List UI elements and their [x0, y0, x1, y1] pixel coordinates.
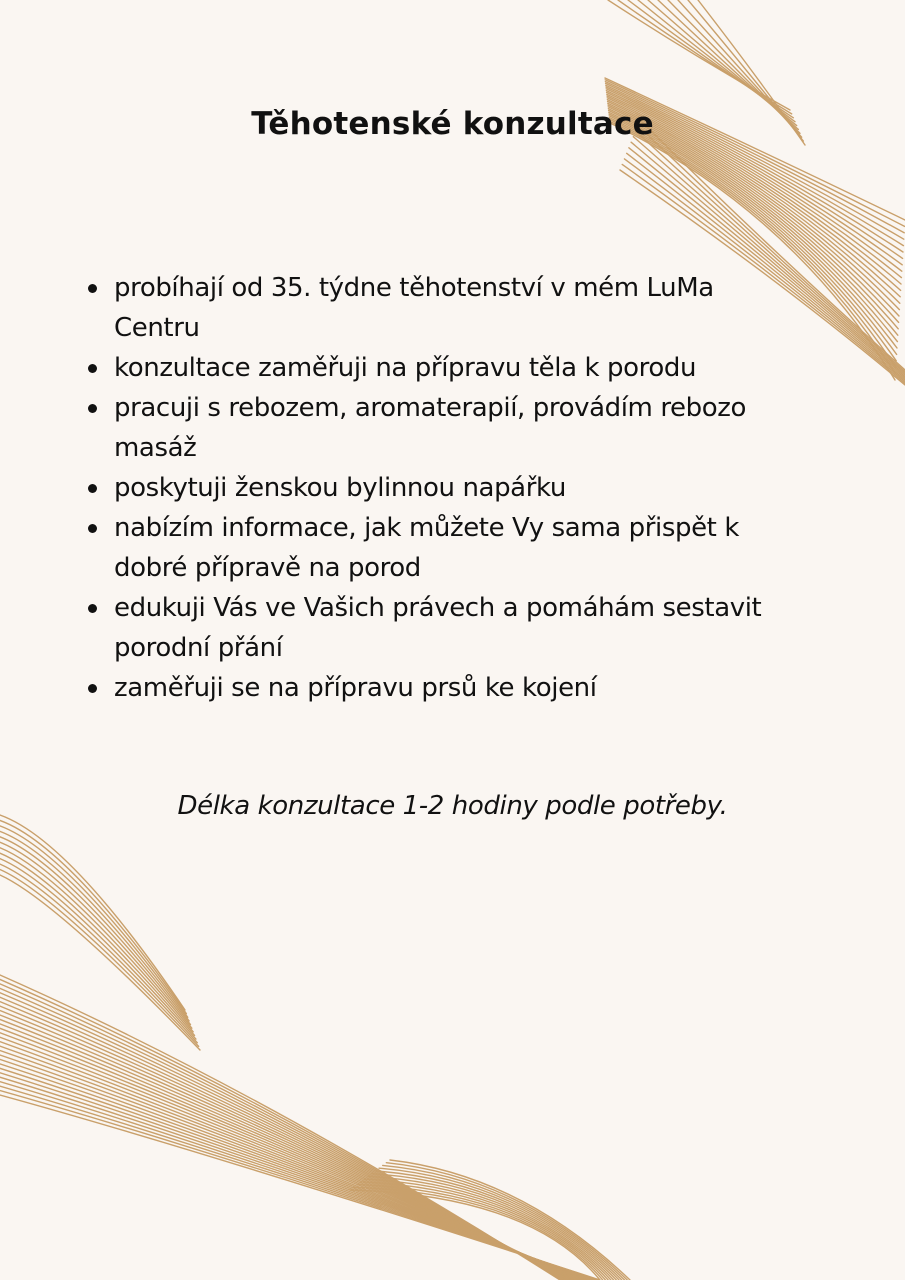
list-item: probíhají od 35. týdne těhotenství v mém LuMa Centru — [114, 268, 804, 348]
decorative-stroke — [0, 975, 560, 1280]
duration-note: Délka konzultace 1-2 hodiny podle potřeby. — [177, 791, 728, 821]
decorative-stroke — [0, 1028, 578, 1280]
decorative-stroke — [0, 1037, 581, 1280]
decorative-stroke — [0, 870, 199, 1047]
decorative-stroke — [0, 826, 188, 1017]
decorative-stroke — [357, 1185, 605, 1280]
decorative-stroke — [0, 1024, 576, 1280]
decorative-stroke — [0, 1055, 587, 1280]
decorative-stroke — [0, 820, 186, 1013]
bottom-left-strokes — [0, 815, 630, 1280]
decorative-stroke — [0, 1002, 569, 1280]
decorative-stroke — [372, 1174, 617, 1280]
decorative-stroke — [0, 1068, 591, 1280]
decorative-stroke — [605, 80, 904, 227]
consultation-list — [114, 268, 804, 708]
decorative-stroke — [0, 997, 567, 1280]
decorative-stroke — [0, 1015, 573, 1280]
decorative-stroke — [0, 848, 193, 1032]
decorative-stroke — [0, 1046, 584, 1280]
decorative-stroke — [0, 979, 561, 1280]
decorative-stroke — [628, 0, 793, 118]
decorative-stroke — [354, 1187, 603, 1280]
decorative-stroke — [605, 78, 905, 220]
decorative-stroke — [0, 1006, 570, 1280]
decorative-stroke — [0, 1033, 579, 1280]
list-item: konzultace zaměřuji na přípravu těla k porodu — [114, 348, 804, 388]
decorative-stroke — [386, 1163, 627, 1280]
decorative-stroke — [0, 1095, 600, 1280]
decorative-stroke — [0, 1073, 593, 1280]
decorative-stroke — [0, 831, 189, 1021]
decorative-stroke — [0, 988, 564, 1280]
decorative-stroke — [618, 0, 792, 114]
decorative-stroke — [0, 1011, 572, 1280]
decorative-stroke — [0, 864, 197, 1043]
list-item: poskytuji ženskou bylinnou napářku — [114, 468, 804, 508]
page-title: Těhotenské konzultace — [251, 106, 654, 142]
decorative-stroke — [0, 837, 190, 1025]
list-item: edukuji Vás ve Vašich právech a pomáhám sestavit porodní přání — [114, 588, 804, 668]
decorative-stroke — [390, 1160, 630, 1280]
decorative-stroke — [0, 1042, 582, 1280]
decorative-stroke — [0, 984, 563, 1280]
decorative-stroke — [350, 1190, 600, 1280]
decorative-stroke — [608, 0, 790, 110]
decorative-stroke — [361, 1182, 608, 1280]
decorative-stroke — [0, 1051, 585, 1280]
decorative-stroke — [0, 859, 196, 1039]
decorative-stroke — [0, 1086, 597, 1280]
decorative-stroke — [0, 853, 195, 1035]
list-item: zaměřuji se na přípravu prsů ke kojení — [114, 668, 804, 708]
list-item: nabízím informace, jak můžete Vy sama přispět k dobré přípravě na porod — [114, 508, 804, 588]
decorative-stroke — [375, 1171, 619, 1280]
decorative-stroke — [0, 875, 200, 1050]
decorative-stroke — [0, 1077, 594, 1280]
decorative-stroke — [383, 1165, 625, 1280]
decorative-stroke — [0, 842, 192, 1028]
decorative-stroke — [0, 1082, 596, 1280]
decorative-stroke — [0, 1091, 599, 1280]
decorative-stroke — [0, 993, 566, 1280]
decorative-stroke — [0, 1064, 590, 1280]
decorative-stroke — [365, 1179, 611, 1280]
decorative-stroke — [379, 1168, 622, 1280]
decorative-stroke — [368, 1176, 613, 1280]
decorative-stroke — [0, 1059, 588, 1280]
list-item: pracuji s rebozem, aromaterapií, provádím rebozo masáž — [114, 388, 804, 468]
decorative-stroke — [0, 1019, 575, 1280]
decorative-stroke — [0, 815, 185, 1010]
